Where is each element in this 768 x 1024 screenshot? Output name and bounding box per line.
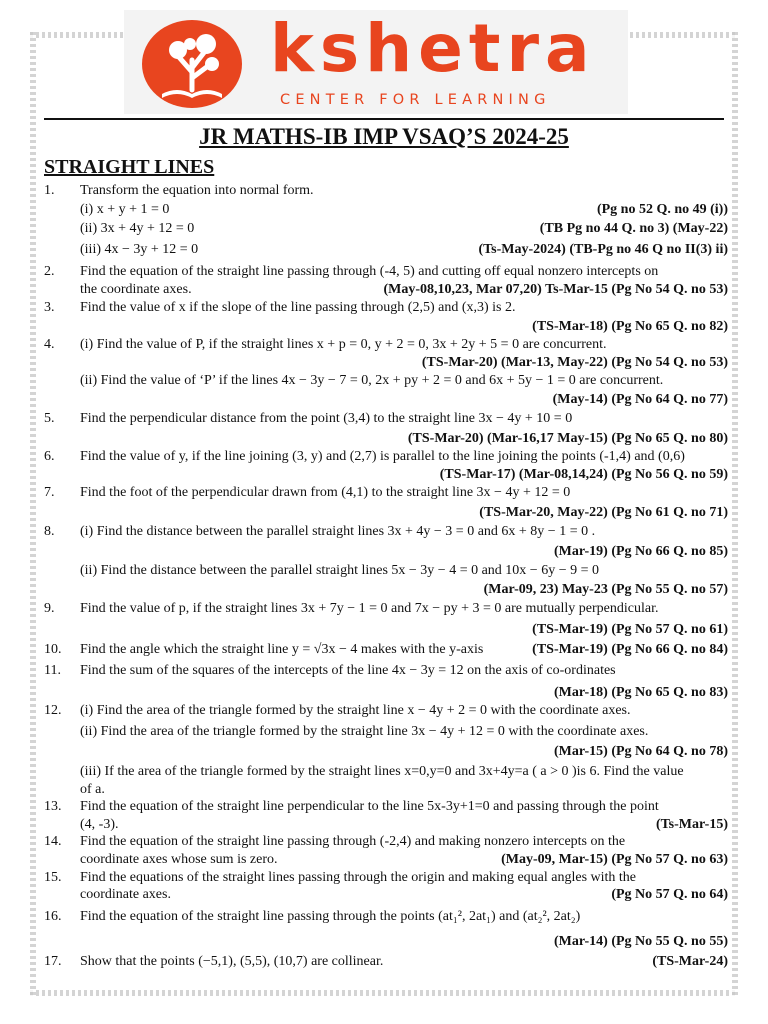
title-rule (44, 118, 724, 120)
brand-tagline: CENTER FOR LEARNING (280, 92, 551, 108)
question-reference: (Mar-19) (Pg No 66 Q. no 85) (553, 544, 728, 559)
brand-header (124, 10, 628, 114)
question-reference: (TS-Mar-20, May-22) (Pg No 61 Q. no 71) (479, 505, 728, 520)
question-text: (4, -3). (80, 817, 119, 832)
question-reference: (TS-Mar-24) (652, 954, 728, 969)
question-number: 6. (44, 449, 55, 464)
question-text: Find the equations of the straight lines passing through the origin and making equal angles with the (80, 870, 637, 885)
decorative-border-bottom (30, 990, 738, 996)
question-number: 10. (44, 642, 62, 657)
question-text: (i) Find the value of P, if the straight lines x + p = 0, y + 2 = 0, 3x + 2y + 5 = 0 are concurrent. (80, 337, 607, 352)
question-number: 2. (44, 264, 55, 279)
question-number: 11. (44, 663, 61, 678)
question-reference: (Mar-18) (Pg No 65 Q. no 83) (553, 685, 728, 700)
logo-tree-book-icon (142, 20, 242, 108)
question-text: (i) Find the area of the triangle formed by the straight line x − 4y + 2 = 0 with the coordinate axes. (80, 703, 631, 718)
question-reference: (Ts-May-2024) (TB-Pg no 46 Q no II(3) ii) (478, 242, 728, 257)
question-text: Find the equation of the straight line passing through (-4, 5) and cutting off equal nonzero intercepts on (80, 264, 659, 279)
question-text: (ii) Find the value of ‘P’ if the lines 4x − 3y − 7 = 0, 2x + py + 2 = 0 and 6x + 5y − 1 = 0 are concurrent. (80, 373, 664, 388)
question-text: coordinate axes whose sum is zero. (80, 852, 278, 867)
question-reference: (TS-Mar-20) (Mar-13, May-22) (Pg No 54 Q. no 53) (421, 355, 728, 370)
question-number: 8. (44, 524, 55, 539)
question-reference: (TS-Mar-17) (Mar-08,14,24) (Pg No 56 Q. no 59) (439, 467, 728, 482)
question-reference: (May-09, Mar-15) (Pg No 57 Q. no 63) (501, 852, 728, 867)
question-number: 3. (44, 300, 55, 315)
question-reference: (Mar-14) (Pg No 55 Q. no 55) (553, 934, 728, 949)
section-heading: STRAIGHT LINES (44, 156, 215, 178)
question-text: (i) Find the distance between the parallel straight lines 3x + 4y − 3 = 0 and 6x + 8y − 1 = 0 . (80, 524, 596, 539)
question-text: (iii) 4x − 3y + 12 = 0 (80, 242, 199, 257)
question-number: 17. (44, 954, 62, 969)
question-number: 14. (44, 834, 62, 849)
question-number: 12. (44, 703, 62, 718)
question-number: 16. (44, 909, 62, 924)
page-title: JR MATHS-IB IMP VSAQ’S 2024-25 (199, 124, 569, 149)
question-text: (ii) Find the distance between the parallel straight lines 5x − 3y − 4 = 0 and 10x − 6y − 9 = 0 (80, 563, 599, 578)
brand-name: kshetra (270, 10, 596, 87)
question-reference: (TS-Mar-19) (Pg No 66 Q. no 84) (532, 642, 728, 657)
question-text: (ii) 3x + 4y + 12 = 0 (80, 221, 195, 236)
question-text: Find the equation of the straight line passing through (-2,4) and making nonzero intercepts on the (80, 834, 626, 849)
question-text: Find the value of x if the slope of the line passing through (2,5) and (x,3) is 2. (80, 300, 516, 315)
question-text: Show that the points (−5,1), (5,5), (10,7) are collinear. (80, 954, 384, 969)
question-text: Find the equation of the straight line perpendicular to the line 5x-3y+1=0 and passing through the point (80, 799, 659, 814)
question-number: 4. (44, 337, 55, 352)
question-reference: (Ts-Mar-15) (655, 817, 728, 832)
question-text: Find the angle which the straight line y = √3x − 4 makes with the y-axis (80, 642, 484, 657)
question-reference: (TS-Mar-19) (Pg No 57 Q. no 61) (532, 622, 728, 637)
question-text: Find the sum of the squares of the intercepts of the line 4x − 3y = 12 on the axis of co-ordinates (80, 663, 616, 678)
question-text: the coordinate axes. (80, 282, 192, 297)
question-text: Find the value of y, if the line joining (3, y) and (2,7) is parallel to the line joining the points (-1,4) and (0,6) (80, 449, 685, 464)
question-text: (iii) If the area of the triangle formed by the straight lines x=0,y=0 and 3x+4y=a ( a > 0 )is 6. Find the value (80, 764, 684, 779)
question-reference: (Mar-09, 23) May-23 (Pg No 55 Q. no 57) (483, 582, 728, 597)
question-text: (ii) Find the area of the triangle formed by the straight line 3x − 4y + 12 = 0 with the coordinate axes. (80, 724, 649, 739)
question-number: 5. (44, 411, 55, 426)
question-number: 7. (44, 485, 55, 500)
question-text: Find the foot of the perpendicular drawn from (4,1) to the straight line 3x − 4y + 12 = 0 (80, 485, 571, 500)
question-text: coordinate axes. (80, 887, 171, 902)
question-text: Find the equation of the straight line passing through the points (at₁², 2at₁) and (at₂², 2at₂) (80, 909, 581, 924)
question-number: 15. (44, 870, 62, 885)
question-text: of a. (80, 782, 105, 797)
question-number: 9. (44, 601, 55, 616)
question-number: 13. (44, 799, 62, 814)
decorative-border-right (732, 32, 738, 996)
question-reference: (Mar-15) (Pg No 64 Q. no 78) (553, 744, 728, 759)
question-reference: (TB Pg no 44 Q. no 3) (May-22) (539, 221, 728, 236)
question-reference: (TS-Mar-20) (Mar-16,17 May-15) (Pg No 65 Q. no 80) (407, 431, 728, 446)
question-text: Find the perpendicular distance from the point (3,4) to the straight line 3x − 4y + 10 = 0 (80, 411, 573, 426)
question-text: (i) x + y + 1 = 0 (80, 202, 170, 217)
question-text: Transform the equation into normal form. (80, 183, 314, 198)
question-reference: (Pg no 52 Q. no 49 (i)) (596, 202, 728, 217)
question-reference: (May-08,10,23, Mar 07,20) Ts-Mar-15 (Pg No 54 Q. no 53) (383, 282, 728, 297)
question-text: Find the value of p, if the straight lines 3x + 7y − 1 = 0 and 7x − py + 3 = 0 are mutually perpendicular. (80, 601, 659, 616)
question-reference: (Pg No 57 Q. no 64) (611, 887, 728, 902)
question-number: 1. (44, 183, 55, 198)
decorative-border-left (30, 32, 36, 996)
question-reference: (TS-Mar-18) (Pg No 65 Q. no 82) (532, 319, 728, 334)
question-reference: (May-14) (Pg No 64 Q. no 77) (552, 392, 728, 407)
